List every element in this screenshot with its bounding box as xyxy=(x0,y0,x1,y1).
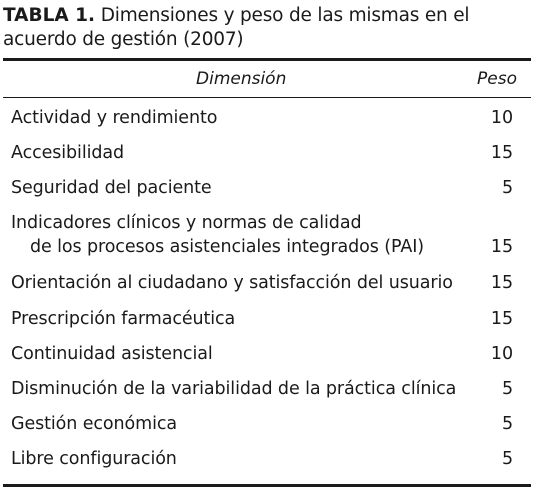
row-peso: 15 xyxy=(490,237,513,257)
row-peso: 5 xyxy=(501,178,513,198)
row-peso: 15 xyxy=(490,309,513,329)
row-peso: 5 xyxy=(501,414,513,434)
row-peso: 5 xyxy=(501,449,513,469)
row-dimension: Seguridad del paciente xyxy=(11,178,212,198)
row-peso: 15 xyxy=(490,273,513,293)
row-peso: 10 xyxy=(490,344,513,364)
row-dimension-line1: Indicadores clínicos y normas de calidad xyxy=(11,213,362,233)
row-dimension: Prescripción farmacéutica xyxy=(11,309,236,329)
row-dimension-line2: de los procesos asistenciales integrados (PAI) xyxy=(30,237,424,257)
row-dimension: Gestión económica xyxy=(11,414,177,434)
row-dimension: Continuidad asistencial xyxy=(11,344,213,364)
header-dimension: Dimensión xyxy=(196,69,287,89)
row-peso: 15 xyxy=(490,143,513,163)
table-title: Dimensiones y peso de las mismas en el acuerdo de gestión (2007) xyxy=(3,5,470,50)
bottom-rule xyxy=(3,484,531,487)
row-dimension: Disminución de la variabilidad de la práctica clínica xyxy=(11,379,457,399)
table-number: TABLA 1. xyxy=(3,5,96,26)
row-dimension: Libre configuración xyxy=(11,449,177,469)
row-dimension xyxy=(11,211,424,259)
row-dimension: Actividad y rendimiento xyxy=(11,108,218,128)
row-dimension: Accesibilidad xyxy=(11,143,124,163)
row-dimension: Orientación al ciudadano y satisfacción del usuario xyxy=(11,273,453,293)
row-peso: 5 xyxy=(501,379,513,399)
header-peso: Peso xyxy=(477,69,517,89)
row-peso: 10 xyxy=(490,108,513,128)
